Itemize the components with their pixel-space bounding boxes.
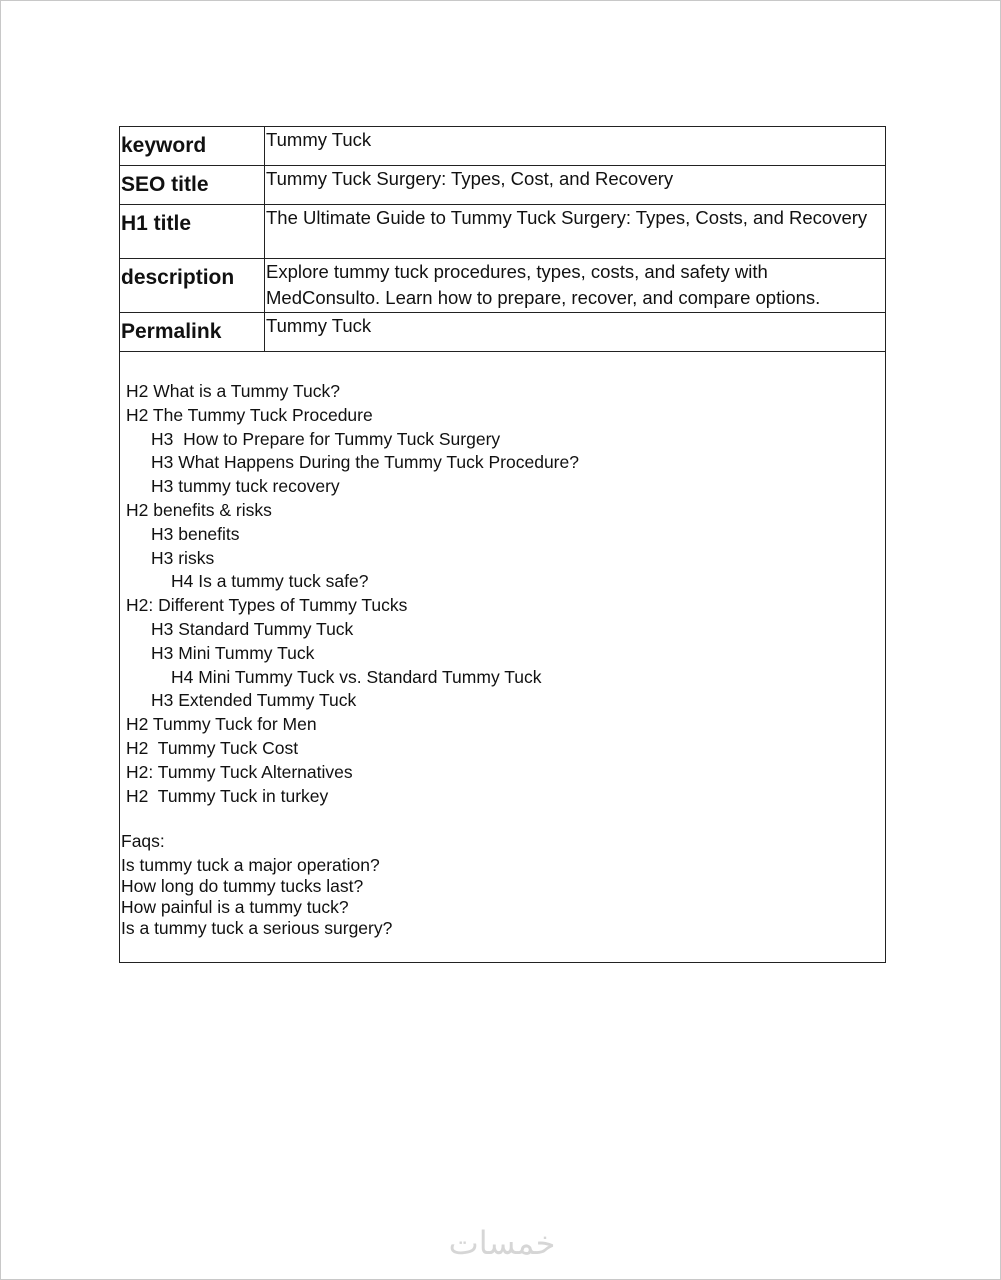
meta-label: keyword [120, 127, 265, 166]
outline-item: H2 Tummy Tuck for Men [126, 714, 317, 735]
outline-item: H4 Mini Tummy Tuck vs. Standard Tummy Tuck [171, 666, 542, 687]
meta-value: Explore tummy tuck procedures, types, costs, and safety with MedConsulto. Learn how to prepare, recover, and compare options. [265, 259, 886, 313]
faq-item: Is a tummy tuck a serious surgery? [121, 918, 393, 938]
outline-item: H3 Standard Tummy Tuck [151, 618, 354, 639]
outline-item: H3 What Happens During the Tummy Tuck Procedure? [151, 452, 579, 473]
meta-value: Tummy Tuck [265, 127, 886, 166]
outline-item: H3 tummy tuck recovery [151, 476, 340, 497]
outline-item: H3 Extended Tummy Tuck [151, 690, 357, 711]
meta-row-description [120, 259, 886, 313]
faq-item: Is tummy tuck a major operation? [121, 855, 380, 875]
heading-outline [126, 380, 579, 808]
meta-value: Tummy Tuck [265, 313, 886, 352]
meta-label: SEO title [120, 166, 265, 205]
outline-item: H2 What is a Tummy Tuck? [126, 381, 340, 401]
content-outline-box [119, 347, 886, 963]
meta-value: Tummy Tuck Surgery: Types, Cost, and Recovery [265, 166, 886, 205]
outline-item: H3 risks [151, 547, 215, 568]
faqs-section [121, 831, 392, 939]
faqs-heading: Faqs: [121, 831, 165, 851]
meta-value: The Ultimate Guide to Tummy Tuck Surgery: Types, Costs, and Recovery [265, 205, 886, 259]
outline-item: H3 Mini Tummy Tuck [151, 642, 315, 663]
outline-item: H2: Different Types of Tummy Tucks [126, 595, 408, 616]
outline-item: H2 Tummy Tuck in turkey [126, 785, 329, 806]
outline-item: H3 benefits [151, 523, 240, 544]
outline-item: H3 How to Prepare for Tummy Tuck Surgery [151, 428, 501, 449]
faq-item: How painful is a tummy tuck? [121, 897, 349, 917]
watermark-logo: خمسات [448, 1224, 556, 1262]
outline-item: H2 benefits & risks [126, 499, 272, 520]
outline-item: H4 Is a tummy tuck safe? [171, 571, 369, 592]
meta-row-h1-title [120, 205, 886, 259]
seo-meta-table [119, 126, 886, 352]
meta-label: Permalink [120, 313, 265, 352]
meta-label: H1 title [120, 205, 265, 259]
meta-label: description [120, 259, 265, 313]
meta-row-seo-title [120, 166, 886, 205]
faq-item: How long do tummy tucks last? [121, 876, 364, 896]
outline-item: H2 The Tummy Tuck Procedure [126, 404, 373, 425]
outline-item: H2: Tummy Tuck Alternatives [126, 761, 353, 782]
outline-item: H2 Tummy Tuck Cost [126, 737, 299, 758]
meta-row-keyword [120, 127, 886, 166]
meta-row-permalink [120, 313, 886, 352]
